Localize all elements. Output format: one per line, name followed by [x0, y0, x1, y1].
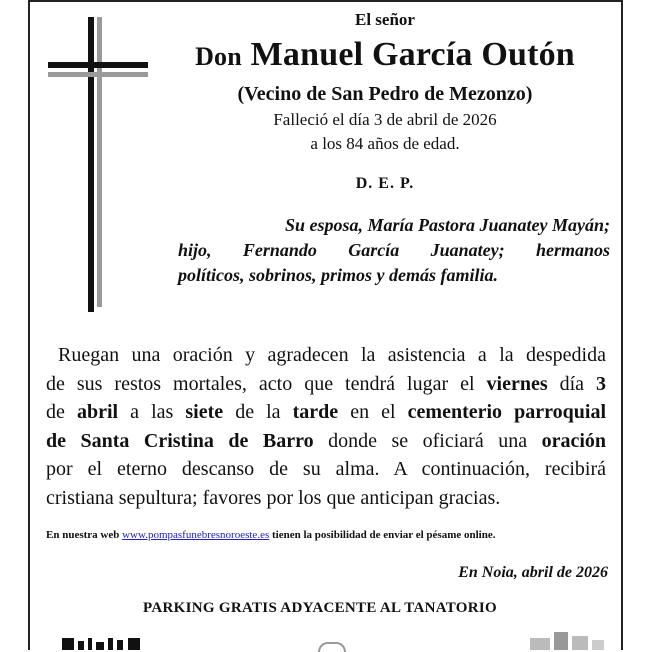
cross-horizontal-grey [48, 72, 148, 77]
notice-line: de abril a las siete de la tarde en el cementerio parroquial [46, 401, 606, 423]
building-image [530, 632, 606, 650]
age: a los 84 años de edad. [310, 134, 460, 153]
death-date: Falleció el día 3 de abril de 2026 [273, 110, 497, 129]
ceremony-notice [46, 341, 606, 512]
frame-top-border [30, 0, 622, 2]
notice-line: de sus restos mortales, acto que tendrá lugar el viernes día 3 [46, 372, 607, 395]
qr-code-icon [62, 638, 142, 650]
notice-line: Ruegan una oración y agradecen la asistencia a la despedida [58, 344, 606, 366]
notice-line: de Santa Cristina de Barro donde se oficiará una oración [46, 429, 607, 452]
place-date: En Noia, abril de 2026 [458, 564, 608, 581]
frame-left-border [28, 0, 30, 650]
frame-right-border [621, 0, 623, 650]
parking-notice: PARKING GRATIS ADYACENTE AL TANATORIO [143, 600, 497, 616]
family-line: políticos, sobrinos, primos y demás familia. [178, 265, 499, 285]
deceased-name [150, 36, 620, 74]
family-list [178, 213, 610, 288]
family-line: Su esposa, María Pastora Juanatey Mayán; [284, 215, 610, 235]
full-name: Manuel García Outón [250, 36, 575, 73]
family-line: hijo, Fernando García Juanatey; hermanos [178, 240, 610, 260]
notice-line: cristiana sepultura; favores por los que anticipan gracias. [46, 486, 501, 509]
logo-icon [318, 642, 346, 652]
residence: (Vecino de San Pedro de Mezonzo) [237, 83, 533, 105]
website-link[interactable]: www.pompasfunebresnoroeste.es [122, 529, 270, 541]
cross-icon [40, 17, 150, 317]
cross-horizontal-dark [48, 62, 148, 68]
notice-line: por el eterno descanso de su alma. A continuación, recibirá [46, 458, 606, 480]
web-prefix: En nuestra web [46, 529, 120, 541]
web-suffix: tienen la posibilidad de enviar el pésame online. [271, 529, 496, 541]
rest-in-peace: D. E. P. [355, 175, 415, 192]
cross-vertical-grey [97, 17, 102, 307]
name-prefix: Don [195, 42, 242, 71]
web-notice [46, 529, 616, 541]
intro-text: El señor [355, 10, 415, 29]
